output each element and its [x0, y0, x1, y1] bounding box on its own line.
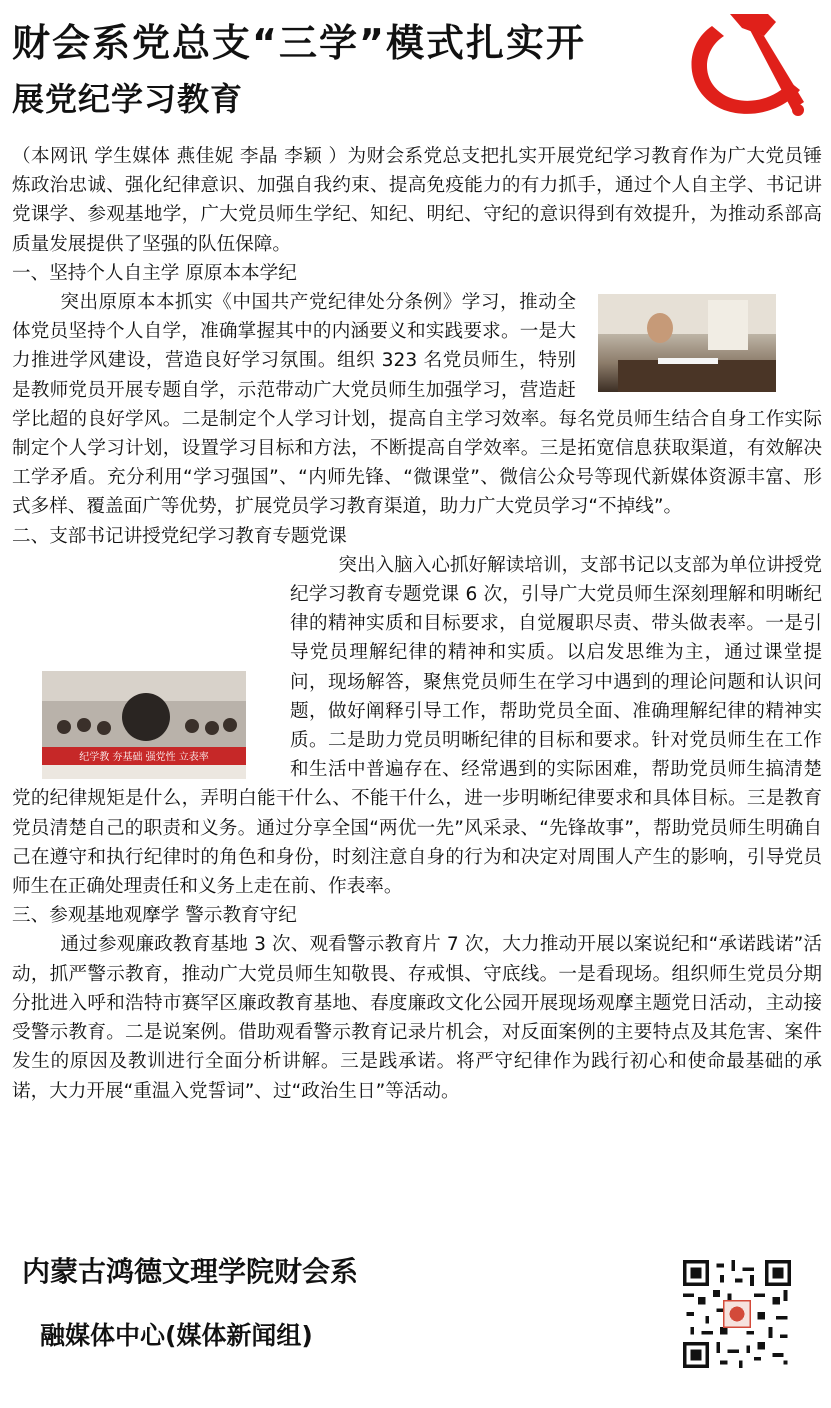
intro-paragraph: （本网讯 学生媒体 燕佳妮 李晶 李颖 ）为财会系党总支把扎实开展党纪学习教育作为广大党员锤炼政治忠诚、强化纪律意识、加强自我约束、提高免疫能力的有力抓手，通过个人自主学、书记讲党课学、参观基地学，广大党员师生学纪、知纪、明纪、守纪的意识得到有效提升，为推动系部高质量发展提供了坚强的队伍保障。: [12, 146, 822, 255]
footer-organization: 内蒙古鸿德文理学院财会系: [22, 1255, 359, 1288]
photo-group-lecture-illustration: [42, 671, 246, 779]
article-title-line2: 展党纪学习教育: [12, 80, 244, 118]
footer-department: 融媒体中心(媒体新闻组): [40, 1321, 313, 1350]
section-3-heading: 三、参观基地观摩学 警示教育守纪: [12, 905, 297, 927]
party-emblem-icon: [672, 6, 828, 124]
photo-banner-text: 纪学教 夯基础 强党性 立表率: [79, 751, 209, 763]
article-body: [12, 142, 822, 1106]
section-2-heading: 二、支部书记讲授党纪学习教育专题党课: [12, 525, 347, 547]
article-title-line1: 财会系党总支“三学”模式扎实开: [12, 21, 586, 65]
section-3-body: 通过参观廉政教育基地 3 次、观看警示教育片 7 次，大力推动开展以案说纪和“承诺践诺”活动，抓严警示教育，推动广大党员师生知敬畏、存戒惧、守底线。一是看现场。组织师生党员分期分批进入呼和浩特市赛罕区廉政教育基地、春度廉政文化公园开展现场观摩主题党日活动，主动接受警示教育。二是说案例。借助观看警示教育记录片机会，对反面案例的主要特点及其危害、案件发生的原因及教训进行全面分析讲解。三是践承诺。将严守纪律作为践行初心和使命最基础的承诺，大力开展“重温入党誓词”、过“政治生日”等活动。: [12, 934, 822, 1102]
photo-self-study: [598, 294, 776, 392]
section-1-heading: 一、坚持个人自主学 原原本本学纪: [12, 262, 297, 284]
section-1-body: 突出原原本本抓实《中国共产党纪律处分条例》学习，推动全体党员坚持个人自学，准确掌握其中的内涵要义和实践要求。一是大力推进学风建设，营造良好学习氛围。组织 323 名党员师生，特别是教师党员开展专题自学，示范带动广大党员师生加强学习，营造赶学比超的良好学风。二是制定个人学习计划，提高自主学习效率。每名党员师生结合自身工作实际制定个人学习计划，设置学习目标和方法，不断提高自学效率。三是拓宽信息获取渠道，有效解决工学矛盾。充分利用“学习强国”、“内师先锋、“微课堂”、微信公众号等现代新媒体资源丰富、形式多样、覆盖面广等优势，扩展党员学习教育渠道，助力广大党员学习“不掉线”。: [12, 292, 822, 518]
photo-self-study-illustration: [598, 294, 776, 392]
qr-code[interactable]: [676, 1260, 798, 1368]
section-2-body: 突出入脑入心抓好解读培训，支部书记以支部为单位讲授党纪学习教育专题党课 6 次，引导广大党员师生深刻理解和明晰纪律的精神实质和目标要求，自觉履职尽责、带头做表率。一是引导党员理解纪律的精神和实质。以启发思维为主，通过课堂提问，现场解答，聚焦党员师生在学习中遇到的理论问题和认识问题，做好阐释引导工作，帮助党员全面、准确理解纪律的精神实质。二是助力党员明晰纪律的目标和要求。针对党员师生在工作和生活中普遍存在、经常遇到的实际困难，帮助党员师生搞清楚党的纪律规矩是什么，弄明白能干什么、不能干什么，进一步明晰纪律要求和具体目标。三是教育党员清楚自己的职责和义务。通过分享全国“两优一先”风采录、“先锋故事”，帮助党员师生明确自己在遵守和执行纪律时的角色和身份，时刻注意自身的行为和决定对周围人产生的影响，引导党员师生在正确处理责任和义务上走在前、作表率。: [12, 554, 822, 898]
photo-group-lecture: [42, 671, 246, 779]
